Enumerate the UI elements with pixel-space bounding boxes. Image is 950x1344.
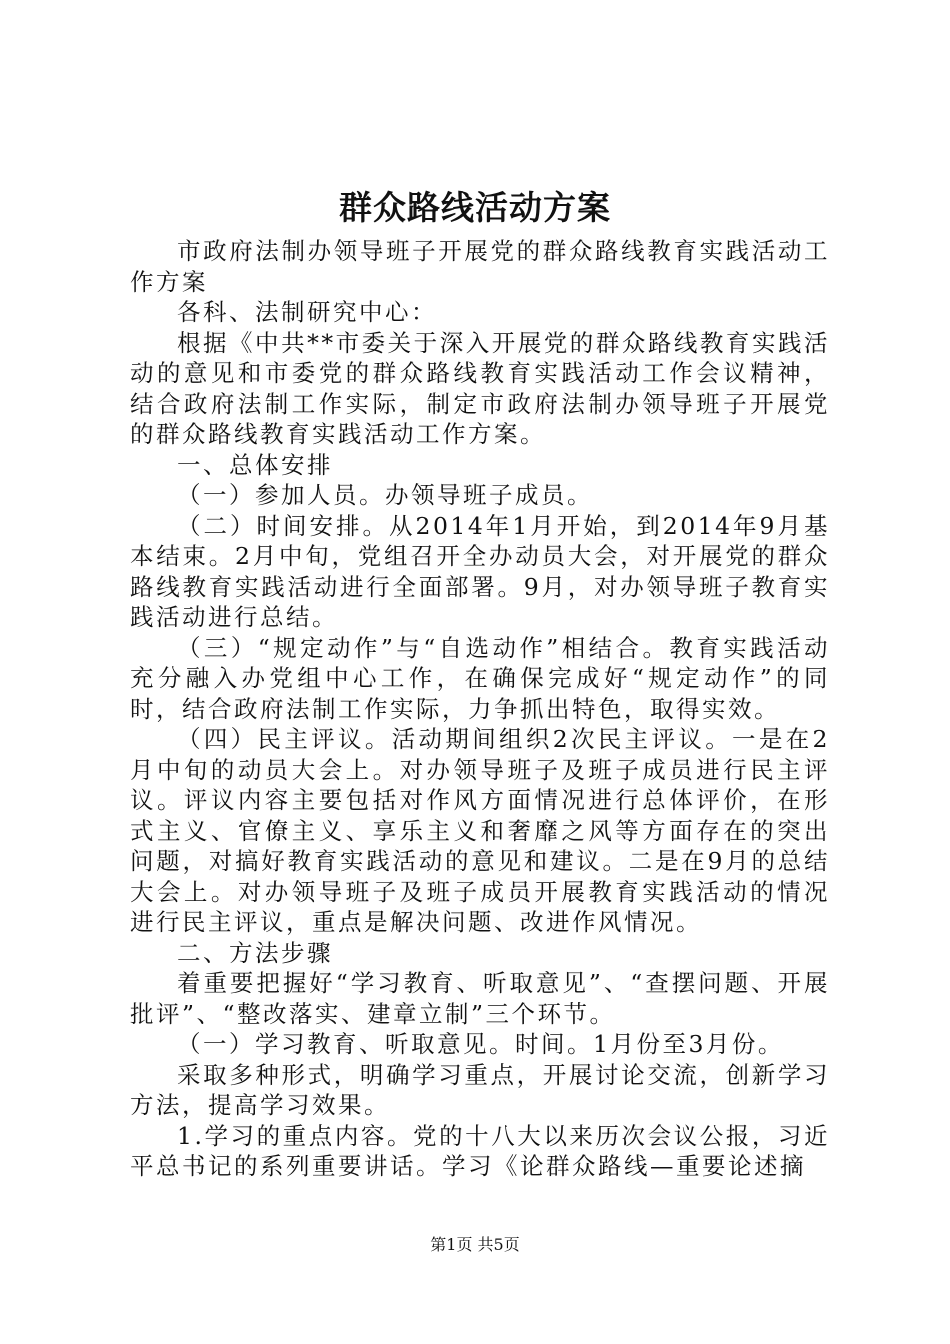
paragraph-study-content: 1.学习的重点内容。党的十八大以来历次会议公报，习近平总书记的系列重要讲话。学习《论群众路线—重要论述摘 [130, 1121, 830, 1180]
paragraph-study-forms: 采取多种形式，明确学习重点，开展讨论交流，创新学习方法，提高学习效果。 [130, 1060, 830, 1119]
paragraph-recipients: 各科、法制研究中心： [177, 298, 437, 326]
paragraph-study-phase: （一）学习教育、听取意见。时间。1月份至3月份。 [177, 1030, 784, 1058]
document-title: 群众路线活动方案 [339, 188, 611, 227]
paragraph-schedule: （二）时间安排。从2014年1月开始，到2014年9月基本结束。2月中旬，党组召开全办动员大会，对开展党的群众路线教育实践活动进行全面部署。9月，对办领导班子教育实践活动进行总结。 [130, 511, 830, 631]
paragraph-three-links: 着重要把握好“学习教育、听取意见”、“查摆问题、开展批评”、“整改落实、建章立制”三个环节。 [130, 969, 830, 1028]
paragraph-basis: 根据《中共**市委关于深入开展党的群众路线教育实践活动的意见和市委党的群众路线教育实践活动工作会议精神，结合政府法制工作实际，制定市政府法制办领导班子开展党的群众路线教育实践活动工作方案。 [130, 328, 830, 448]
paragraph-participants: （一）参加人员。办领导班子成员。 [177, 481, 593, 509]
heading-overall-arrangement: 一、总体安排 [177, 450, 333, 479]
heading-method-steps: 二、方法步骤 [177, 938, 333, 967]
paragraph-subtitle: 市政府法制办领导班子开展党的群众路线教育实践活动工作方案 [130, 237, 830, 296]
page-footer: 第1页 共5页 [430, 1235, 520, 1254]
paragraph-evaluation: （四）民主评议。活动期间组织2次民主评议。一是在2月中旬的动员大会上。对办领导班子及班子成员进行民主评议。评议内容主要包括对作风方面情况进行总体评价，在形式主义、官僚主义、享乐主义和奢靡之风等方面存在的突出问题，对搞好教育实践活动的意见和建议。二是在9月的总结大会上。对办领导班子及班子成员开展教育实践活动的情况进行民主评议，重点是解决问题、改进作风情况。 [130, 725, 830, 936]
paragraph-actions: （三）“规定动作”与“自选动作”相结合。教育实践活动充分融入办党组中心工作，在确保完成好“规定动作”的同时，结合政府法制工作实际，力争抓出特色，取得实效。 [130, 633, 830, 723]
document-body [130, 236, 830, 1182]
